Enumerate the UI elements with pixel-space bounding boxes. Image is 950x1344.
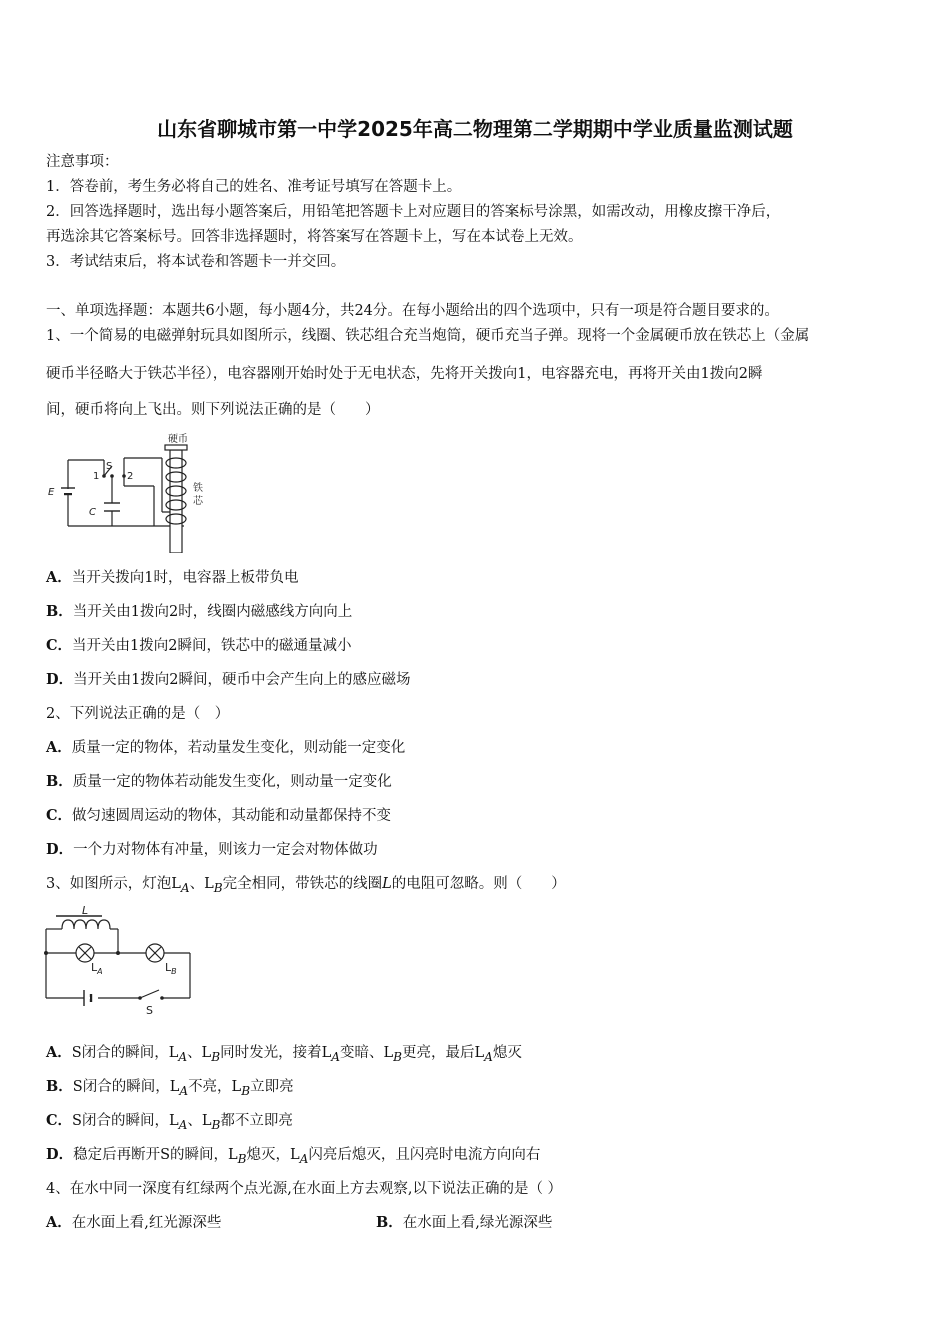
option-d: D．一个力对物体有冲量，则该力一定会对物体做功	[46, 841, 378, 858]
option-c: C．S闭合的瞬间，$L_A$、$L_B$都不立即亮	[46, 1112, 293, 1132]
switch-pos-1-label: 1	[93, 471, 100, 482]
page-title: 山东省聊城市第一中学2025年高二物理第二学期期中学业质量监测试题	[157, 117, 793, 141]
notice-item: 2．回答选择题时，选出每小题答案后，用铅笔把答题卡上对应题目的答案标号涂黑，如需改动，用橡皮擦干净后，	[46, 204, 781, 220]
option-a: A．质量一定的物体，若动量发生变化，则动能一定变化	[46, 739, 406, 756]
iron-core	[170, 450, 182, 553]
switch-contact-1	[102, 474, 106, 478]
option-c: C．做匀速圆周运动的物体，其动能和动量都保持不变	[46, 807, 392, 824]
junction-dot	[116, 951, 120, 955]
switch-contact-2	[122, 474, 126, 478]
notice-item: 3．考试结束后，将本试卷和答题卡一并交回。	[46, 254, 346, 270]
capacitor-symbol	[104, 503, 120, 511]
option-b: B．S闭合的瞬间，$L_A$不亮，$L_B$立即亮	[46, 1078, 294, 1098]
option-b: B．在水面上看,绿光源深些	[376, 1214, 553, 1231]
lamp-a	[76, 944, 94, 962]
electromagnetic-launcher-figure	[44, 428, 219, 553]
option-a: A．当开关拨向1时，电容器上板带负电	[46, 569, 299, 586]
core-label: 铁	[193, 483, 203, 494]
junction-dot	[44, 951, 48, 955]
option-b: B．质量一定的物体若动能发生变化，则动量一定变化	[46, 773, 392, 790]
core-label: 芯	[193, 496, 203, 507]
question-1-stem: 间，硬币将向上飞出。则下列说法正确的是（ ）	[46, 402, 380, 418]
question-4-stem: 4、在水中同一深度有红绿两个点光源,在水面上方去观察,以下说法正确的是（ ）	[46, 1181, 563, 1197]
switch-pivot	[138, 996, 142, 1000]
coin-label: 硬币	[168, 434, 188, 445]
battery-symbol	[84, 990, 91, 1006]
lamp-circuit-figure	[42, 902, 197, 1014]
lamp-b-label: $L_B$	[165, 961, 177, 976]
question-1-stem: 1、一个简易的电磁弹射玩具如图所示，线圈、铁芯组合充当炮筒，硬币充当子弹。现将一个金属硬币放在铁芯上（金属	[46, 328, 810, 344]
notice-item: 1．答卷前，考生务必将自己的姓名、准考证号填写在答题卡上。	[46, 179, 462, 195]
option-d: D．稳定后再断开S的瞬间，$L_B$熄灭，$L_A$闪亮后熄灭，且闪亮时电流方向向右	[46, 1146, 541, 1166]
notice-heading: 注意事项：	[46, 154, 119, 170]
switch-label: S	[106, 461, 113, 472]
coin-shape	[165, 445, 187, 450]
question-1-stem: 硬币半径略大于铁芯半径），电容器刚开始时处于无电状态，先将开关拨向1，电容器充电，再将开关由1拨向2瞬	[46, 366, 763, 382]
lamp-a-label: $L_A$	[91, 961, 103, 976]
coil-label: L	[82, 904, 89, 917]
section-heading: 一、单项选择题：本题共6小题，每小题4分，共24分。在每小题给出的四个选项中，只有一项是符合题目要求的。	[46, 303, 779, 319]
question-3-stem: 3、如图所示，灯泡$L_A$、$L_B$完全相同，带铁芯的线圈L的电阻可忽略。则（ ）	[46, 876, 566, 895]
switch-contact	[160, 996, 164, 1000]
option-d: D．当开关由1拨向2瞬间，硬币中会产生向上的感应磁场	[46, 671, 411, 688]
capacitor-label: C	[89, 507, 96, 518]
option-b: B．当开关由1拨向2时，线圈内磁感线方向向上	[46, 603, 353, 620]
switch-pivot	[110, 474, 114, 478]
battery-label: E	[48, 487, 55, 498]
option-a: A．S闭合的瞬间，$L_A$、$L_B$同时发光，接着$L_A$变暗、$L_B$更亮，最后$L_A$熄灭	[46, 1044, 522, 1064]
option-c: C．当开关由1拨向2瞬间，铁芯中的磁通量减小	[46, 637, 352, 654]
switch-pos-2-label: 2	[127, 471, 134, 482]
lamp-b	[146, 944, 164, 962]
switch-label: S	[146, 1004, 153, 1014]
option-a: A．在水面上看,红光源深些	[46, 1214, 222, 1231]
notice-item: 再选涂其它答案标号。回答非选择题时，将答案写在答题卡上，写在本试卷上无效。	[46, 229, 583, 245]
question-2-stem: 2、下列说法正确的是（ ）	[46, 706, 230, 722]
